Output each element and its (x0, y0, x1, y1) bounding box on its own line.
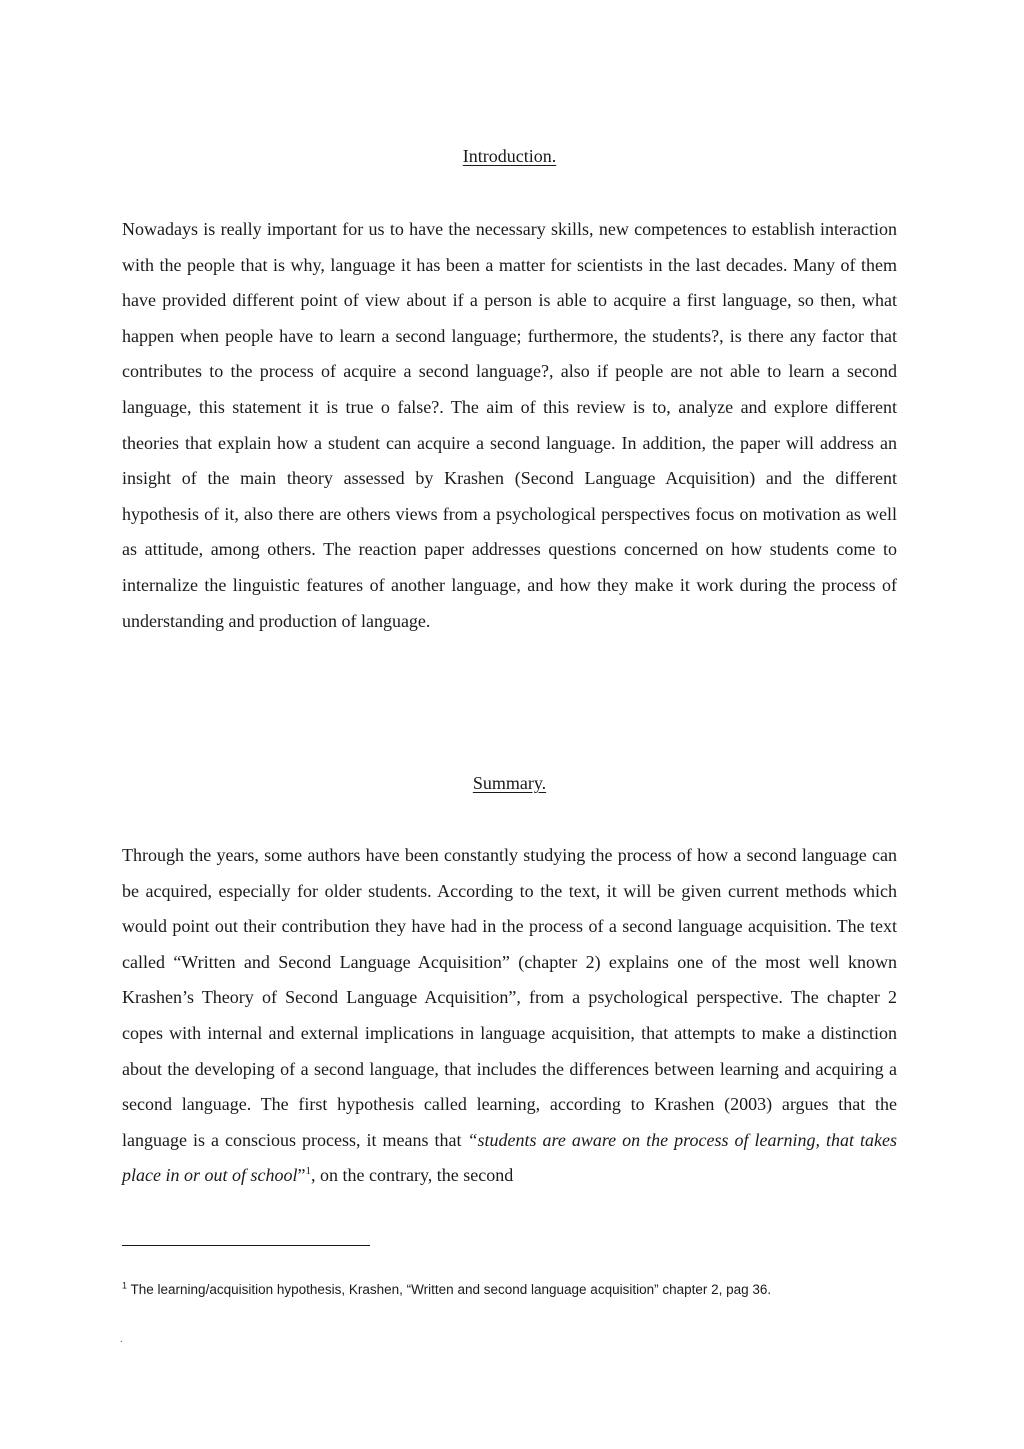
footnote (122, 1280, 922, 1300)
footnote-separator (122, 1245, 370, 1246)
summary-heading: Summary. (472, 773, 547, 793)
summary-paragraph (122, 838, 897, 1194)
introduction-paragraph: Nowadays is really important for us to have the necessary skills, new competences to establish interaction with the people that is why, language it has been a matter for scientists in the last decades. Many of them have provided different point of view about if a person is able to acquire a first language, so then, what happen when people have to learn a second language; furthermore, the students?, is there any factor that contributes to the process of acquire a second language?, also if people are not able to learn a second language, this statement it is true o false?. The aim of this review is to, analyze and explore different theories that explain how a student can acquire a second language. In addition, the paper will address an insight of the main theory assessed by Krashen (Second Language Acquisition) and the different hypothesis of it, also there are others views from a psychological perspectives focus on motivation as well as attitude, among others. The reaction paper addresses questions concerned on how students come to internalize the linguistic features of another language, and how they make it work during the process of understanding and production of language. (122, 219, 897, 631)
footnote-reference[interactable]: 1 (305, 1165, 311, 1178)
summary-quote: “students are aware on the process of learning, that takes place in or out of school (122, 1129, 897, 1186)
footnote-number: 1 (122, 1280, 128, 1291)
footnote-text: The learning/acquisition hypothesis, Krashen, “Written and second language acquisition” chapter 2, pag 36. (127, 1282, 772, 1297)
page-mark: . (120, 1334, 123, 1345)
summary-text-after: , on the contrary, the second (310, 1165, 514, 1186)
introduction-heading: Introduction. (462, 146, 557, 166)
summary-quote-close: ” (297, 1165, 306, 1186)
summary-text-before: Through the years, some authors have been constantly studying the process of how a second language can be acquired, especially for older students. According to the text, it will be given current methods which would point out their contribution they have had in the process of a second language acquisition. The text called “Written and Second Language Acquisition” (chapter 2) explains one of the most well known Krashen’s Theory of Second Language Acquisition”, from a psychological perspective. The chapter 2 copes with internal and external implications in language acquisition, that attempts to make a distinction about the developing of a second language, that includes the differences between learning and acquiring a second language. The first hypothesis called learning, according to Krashen (2003) argues that the language is a conscious process, it means that (122, 845, 897, 1150)
